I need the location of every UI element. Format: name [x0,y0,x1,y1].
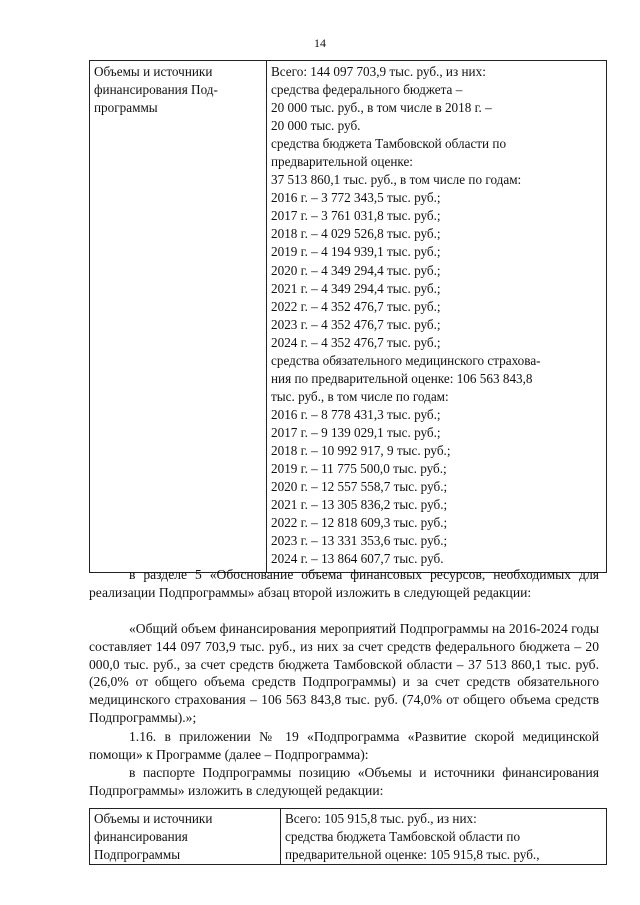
table1-value-line: 2019 г. – 11 775 500,0 тыс. руб.; [271,461,447,477]
table1-value-line: 20 000 тыс. руб. [271,118,361,134]
financing-table-1 [89,60,607,573]
table2-value-cell [281,809,607,865]
table1-label-line: финансирования Под- [94,82,218,98]
paragraph-1-16: 1.16. в приложении № 19 «Подпрограмма «Развитие скорой медицинской помощи» к Программе (далее – Подпрограмма): [89,729,599,762]
table1-value-line: 2024 г. – 4 352 476,7 тыс. руб.; [271,334,441,350]
table1-value-line: ния по предварительной оценке: 106 563 843,8 [271,370,533,386]
table1-value-line: 37 513 860,1 тыс. руб., в том числе по годам: [271,172,522,188]
table2-label-line: Объемы и источники [94,811,213,826]
paragraph-quote: «Общий объем финансирования мероприятий Подпрограммы на 2016-2024 годы составляет 144 097 703,9 тыс. руб., из них за счет средств федерального бюджета – 20 000,0 тыс. руб., за счет средств бюджета Тамбовской области – 37 513 860,1 тыс. руб. (26,0% от общего объема средств Подпрограммы) и за счет средств обязательного медицинского страхования – 106 563 843,8 тыс. руб. (74,0% от общего объема средств Подпрограммы).»; [89,621,599,725]
table2-value-line: предварительной оценке: 105 915,8 тыс. руб., [285,846,540,862]
table1-value-line: 2021 г. – 4 349 294,4 тыс. руб.; [271,280,441,296]
table1-value-cell [267,61,607,573]
table2-value-line: Всего: 105 915,8 тыс. руб., из них: [285,811,477,826]
table1-value-line: тыс. руб., в том числе по годам: [271,388,449,404]
table-row [90,61,607,573]
table1-value-line: 20 000 тыс. руб., в том числе в 2018 г. – [271,100,492,116]
table1-value-line: 2017 г. – 9 139 029,1 тыс. руб.; [271,424,441,440]
table1-value-line: 2023 г. – 4 352 476,7 тыс. руб.; [271,316,441,332]
table2-value-line: средства бюджета Тамбовской области по [285,828,521,844]
page-number: 14 [314,36,326,50]
table1-value-line: 2016 г. – 3 772 343,5 тыс. руб.; [271,190,441,206]
table1-value-line: предварительной оценке: [271,154,413,170]
table1-value-line: 2020 г. – 4 349 294,4 тыс. руб.; [271,262,441,278]
table1-value-line: 2018 г. – 10 992 917, 9 тыс. руб.; [271,442,451,458]
table1-value-line: 2016 г. – 8 778 431,3 тыс. руб.; [271,406,441,422]
table1-value-line: 2022 г. – 4 352 476,7 тыс. руб.; [271,298,441,314]
table1-value-line: средства бюджета Тамбовской области по [271,136,507,152]
table2-label-line: финансирования [94,828,188,844]
paragraph-section-5: в разделе 5 «Обоснование объема финансовых ресурсов, необходимых для реализации Подпрограммы» абзац второй изложить в следующей редакции: [89,567,599,600]
table1-label-line: программы [94,100,158,116]
table1-label-cell [90,61,267,573]
table1-value-line: 2017 г. – 3 761 031,8 тыс. руб.; [271,208,441,224]
table2-label-line: Подпрограммы [94,846,181,862]
table1-value-line: 2024 г. – 13 864 607,7 тыс. руб. [271,551,444,567]
table1-value-line: 2022 г. – 12 818 609,3 тыс. руб.; [271,515,448,531]
table1-value-line: 2020 г. – 12 557 558,7 тыс. руб.; [271,479,448,495]
table1-label-line: Объемы и источники [94,64,213,79]
table1-value-line: 2019 г. – 4 194 939,1 тыс. руб.; [271,244,441,260]
table1-value-line: 2023 г. – 13 331 353,6 тыс. руб.; [271,533,448,549]
table2-label-cell [90,809,281,865]
table1-value-line: 2021 г. – 13 305 836,2 тыс. руб.; [271,497,448,513]
table1-value-line: Всего: 144 097 703,9 тыс. руб., из них: [271,64,486,79]
table1-value-line: средства обязательного медицинского страхова- [271,352,541,368]
financing-table-2 [89,808,607,865]
table1-value-line: 2018 г. – 4 029 526,8 тыс. руб.; [271,226,441,242]
table1-value-line: средства федерального бюджета – [271,82,463,98]
table-row [90,809,607,865]
paragraph-passport: в паспорте Подпрограммы позицию «Объемы и источники финансирования Подпрограммы» изложить в следующей редакции: [89,765,599,798]
